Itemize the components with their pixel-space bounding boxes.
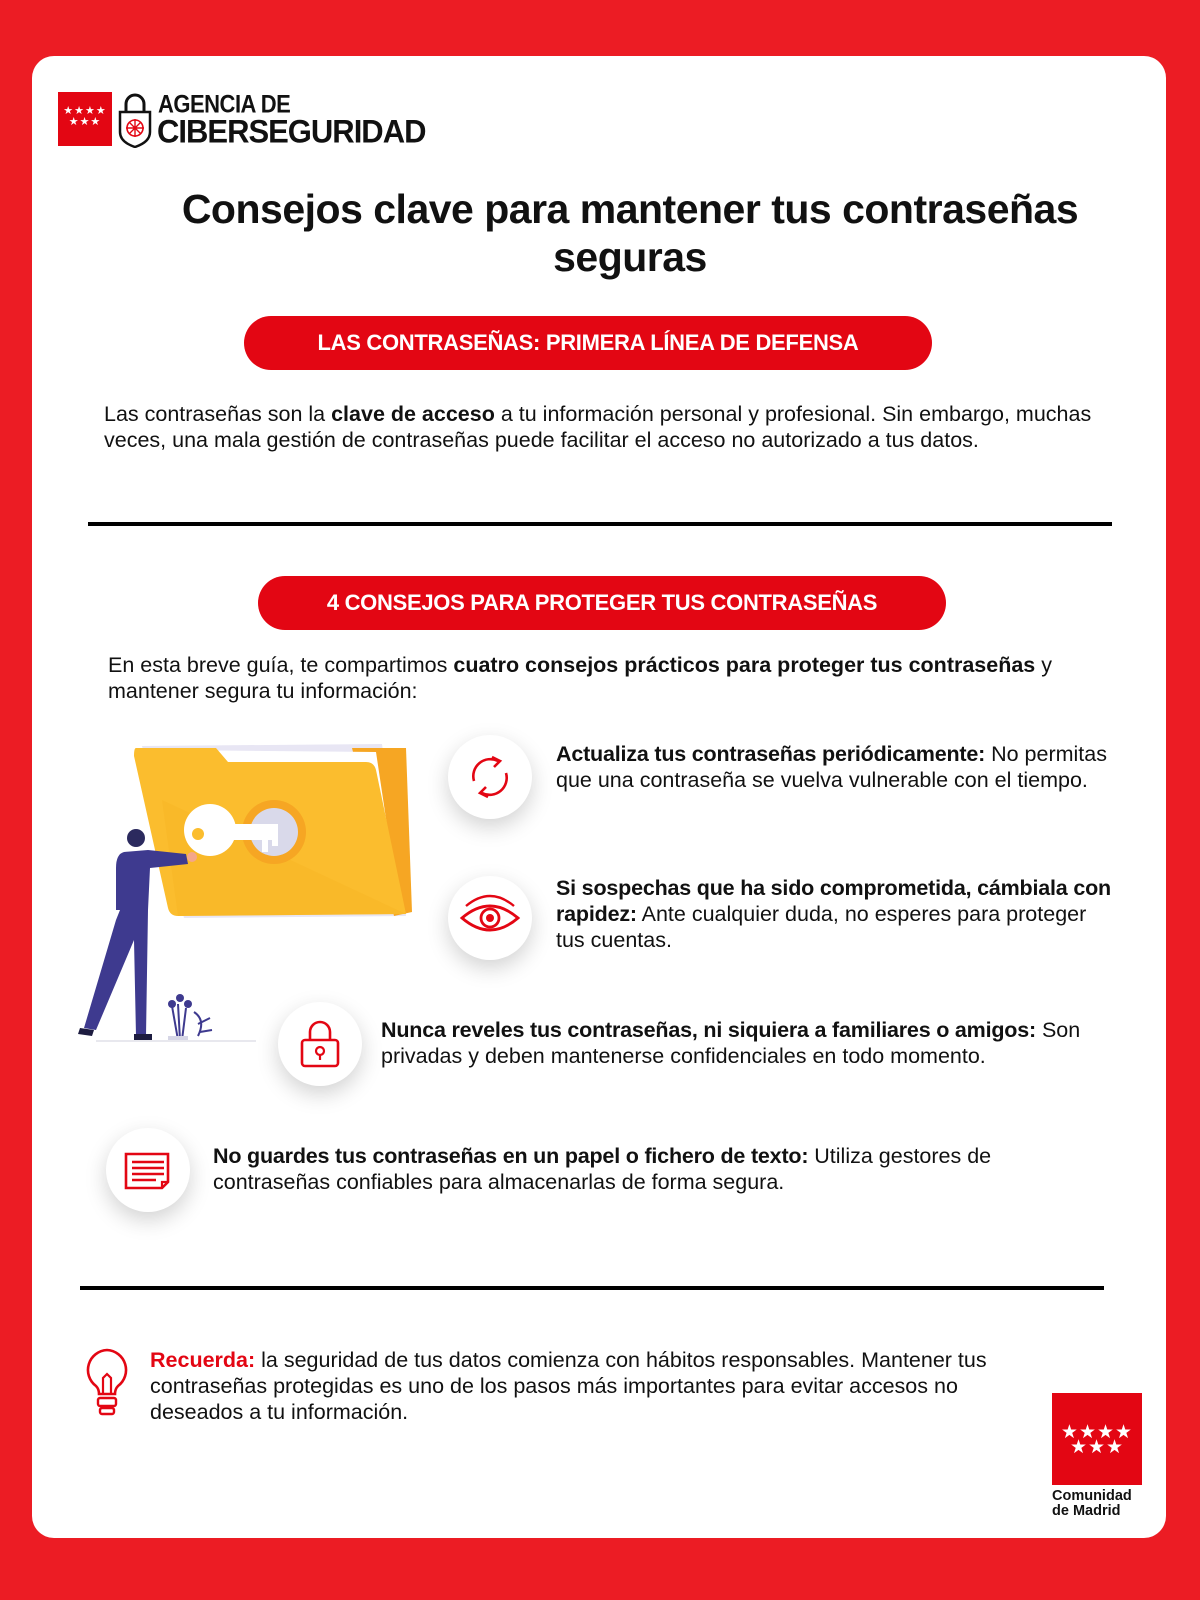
divider [80, 1286, 1104, 1290]
tip-2-title: Si sospechas que ha sido comprometida, cámbiala con rapidez: [556, 876, 1111, 926]
paper-notes-icon [106, 1128, 190, 1212]
tip-update-passwords [556, 741, 1116, 793]
brand-name-line1: AGENCIA DE [158, 89, 291, 119]
tips-intro-end: y mantener segura tu información: [108, 653, 1052, 703]
tip-4-title: No guardes tus contraseñas en un papel o fichero de texto: [213, 1144, 809, 1168]
section-heading-tips: 4 CONSEJOS PARA PROTEGER TUS CONTRASEÑAS [258, 576, 946, 630]
eye-icon-badge [448, 876, 532, 960]
divider [88, 522, 1112, 526]
paper-notes-icon-badge [106, 1128, 190, 1212]
padlock-icon-badge [278, 1002, 362, 1086]
reminder-highlight: Recuerda: [150, 1348, 256, 1372]
tips-intro-paragraph [108, 652, 1118, 704]
tip-no-paper-storage [213, 1143, 1083, 1195]
logo-text-line2: de Madrid [1052, 1503, 1121, 1519]
comunidad-de-madrid-logo [1052, 1393, 1142, 1519]
intro-text-bold: clave de acceso [331, 402, 495, 426]
tip-change-if-compromised [556, 875, 1116, 953]
section-heading-defense: LAS CONTRASEÑAS: PRIMERA LÍNEA DE DEFENSA [244, 316, 932, 370]
reminder-body: la seguridad de tus datos comienza con hábitos responsables. Mantener tus contraseñas protegidas es uno de los pasos más importantes para evitar accesos no deseados a tu información. [150, 1348, 987, 1424]
logo-text-line1: Comunidad [1052, 1488, 1132, 1504]
eye-icon [448, 876, 532, 960]
flag-stars: ★★★★ ★★★ [63, 105, 107, 128]
padlock-icon [278, 1002, 362, 1086]
madrid-flag [1052, 1393, 1142, 1485]
flag-stars: ★★★★ ★★★ [1060, 1422, 1134, 1458]
page-title: Consejos clave para mantener tus contraseñas seguras [181, 186, 1079, 280]
tip-1-text: No permitas que una contraseña se vuelva vulnerable con el tiempo. [556, 742, 1107, 792]
refresh-icon [448, 735, 532, 819]
tips-intro-start: En esta breve guía, te compartimos [108, 653, 454, 677]
intro-text-start: Las contraseñas son la [104, 402, 332, 426]
tip-never-reveal [381, 1017, 1131, 1069]
cybersecurity-lock-icon [118, 90, 152, 148]
madrid-flag-logo [58, 92, 112, 146]
tips-intro-bold: cuatro consejos prácticos para proteger tus contraseñas [453, 653, 1036, 677]
lightbulb-icon [82, 1346, 132, 1418]
tip-4-text: Utiliza gestores de contraseñas confiables para almacenarlas de forma segura. [213, 1144, 992, 1194]
logo-text [1052, 1489, 1148, 1519]
tip-3-text: Son privadas y deben mantenerse confidenciales en todo momento. [381, 1018, 1081, 1068]
tip-3-title: Nunca reveles tus contraseñas, ni siquiera a familiares o amigos: [381, 1018, 1036, 1042]
refresh-icon-badge [448, 735, 532, 819]
brand-name-line2: CIBERSEGURIDAD [157, 112, 426, 150]
intro-text-end: a tu información personal y profesional. Sin embargo, muchas veces, una mala gestión de contraseñas puede facilitar el acceso no autorizado a tus datos. [104, 402, 1092, 452]
intro-paragraph [104, 401, 1114, 453]
tip-1-title: Actualiza tus contraseñas periódicamente: [556, 742, 986, 766]
folder-key-illustration [76, 740, 422, 1070]
reminder-text [150, 1347, 1050, 1425]
tip-2-text: Ante cualquier duda, no esperes para proteger tus cuentas. [556, 902, 1087, 952]
